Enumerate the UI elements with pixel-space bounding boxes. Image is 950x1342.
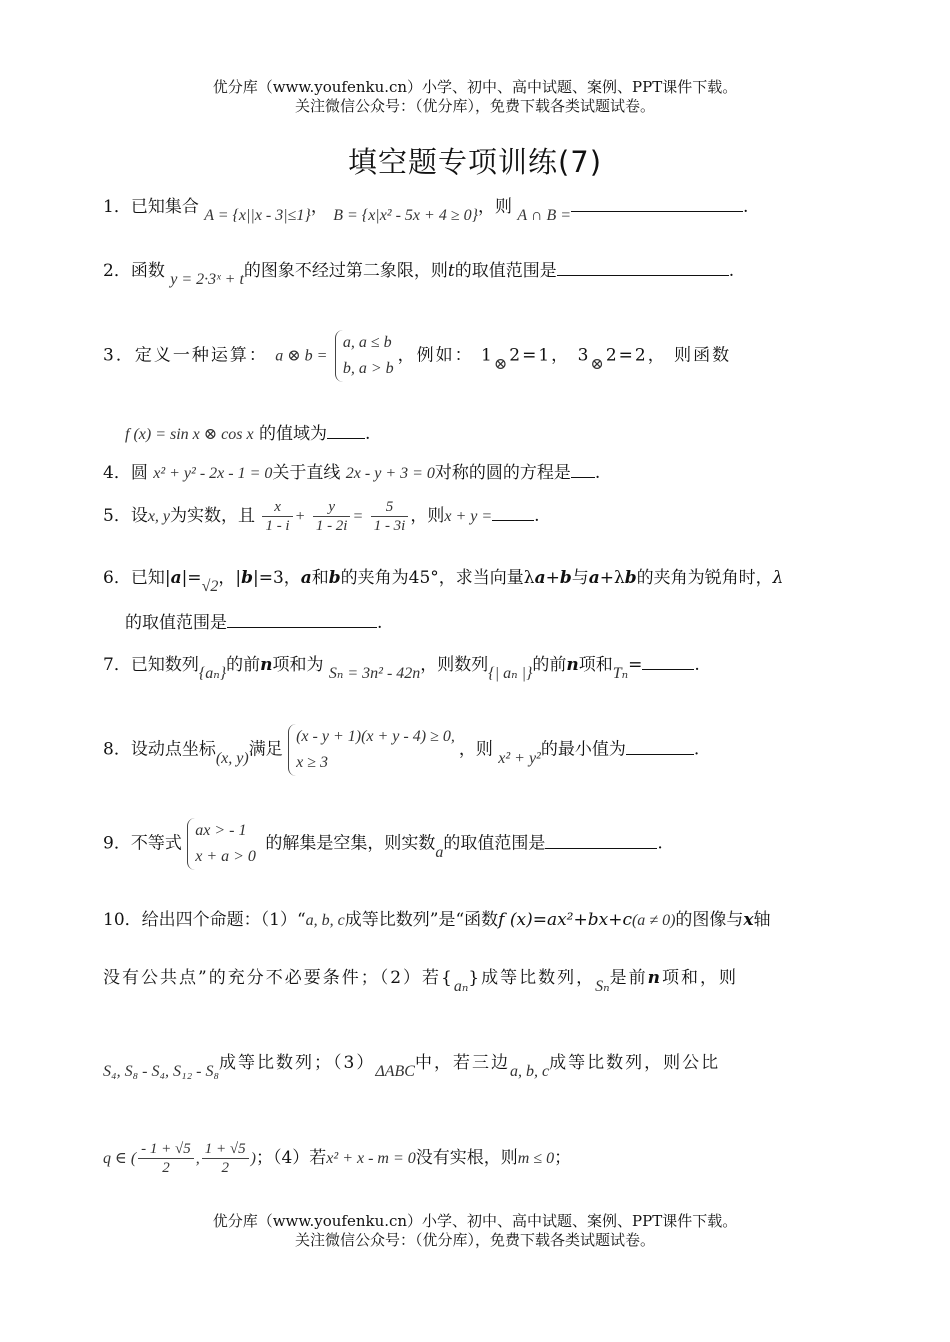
q9-text-a: 不等式 <box>130 833 182 854</box>
q10-partial-sums: S₄, S₈ - S₄, S₁₂ - S₈ <box>103 1063 220 1080</box>
question-8 <box>103 724 863 776</box>
q10-q-close: ) <box>250 1150 256 1167</box>
q2-function: y = 2·3ˣ + t <box>170 271 244 288</box>
q10-number: 10． <box>103 910 142 930</box>
q5-number: 5． <box>103 506 131 526</box>
q10-a-nonzero: (a ≠ 0) <box>631 912 676 929</box>
q3-example-2-op: ⊗ <box>590 355 606 373</box>
q8-text-b: 满足 <box>248 739 283 760</box>
q8-conditions <box>288 724 459 776</box>
q7-text-a: 已知数列 <box>130 655 199 675</box>
q10-function: f (x)=ax²+bx+c <box>498 910 632 930</box>
question-4 <box>103 458 863 483</box>
q6-text-j: 的夹角为锐角时， <box>636 568 773 588</box>
q5-equals: = <box>352 508 364 525</box>
q7-var-n-2: n <box>566 655 579 675</box>
q5-fraction-2 <box>313 498 351 535</box>
q9-text-c: 的取值范围是 <box>443 833 546 854</box>
q10-qf2-numerator: 1 + √5 <box>202 1140 249 1159</box>
q7-text-g: = <box>628 655 643 675</box>
q6-end: . <box>377 613 383 633</box>
q3-case-1: a, a ≤ b <box>342 334 392 351</box>
q8-number: 8． <box>103 739 131 760</box>
footer-line-1: 优分库（www.youfenku.cn）小学、初中、高中试题、案例、PPT课件下载。 <box>212 1212 738 1230</box>
q7-text-c: 项和为 <box>272 655 324 675</box>
q1-sep-1: ， <box>310 197 328 217</box>
q10-equation: x² + x - m = 0 <box>326 1150 416 1167</box>
question-9 <box>103 818 863 870</box>
q10-line4-a: ；（4）若 <box>255 1148 327 1168</box>
q6-answer-blank[interactable] <box>227 613 377 628</box>
q2-text-b: 的图象不经过第二象限，则 <box>243 261 448 281</box>
q10-sequence: aₙ <box>453 978 469 995</box>
q7-sum-formula: Sₙ = 3n² - 42n <box>328 665 421 682</box>
q6-vector-a-2: a <box>300 568 312 588</box>
q9-system <box>187 818 260 870</box>
q5-answer-blank[interactable] <box>492 506 534 521</box>
q8-text-a: 设动点坐标 <box>130 739 216 760</box>
q6-text-k: 的取值范围是 <box>125 613 227 633</box>
q4-number: 4． <box>103 463 131 483</box>
q7-text-d: ，则数列 <box>420 655 489 675</box>
footer-line-2: 关注微信公众号：（优分库），免费下载各类试题试卷。 <box>294 1231 655 1249</box>
q8-point: (x, y) <box>215 749 249 767</box>
q10-var-x: x <box>743 910 754 930</box>
q10-m-condition: m ≤ 0 <box>517 1150 555 1167</box>
q3-end: . <box>365 424 371 444</box>
q10-line3-a: 成等比数列；（3） <box>219 1053 376 1073</box>
q1-answer-blank[interactable] <box>571 197 743 212</box>
q1-end: . <box>743 197 749 217</box>
q6-text-f: 的夹角为45°，求当向量λ <box>340 568 535 588</box>
q7-text-f: 项和 <box>578 655 613 675</box>
q10-line2-b: }成等比数列， <box>468 968 596 988</box>
q3-case-2: b, a > b <box>342 360 394 377</box>
q3-example-2-b: 2=2， <box>605 345 667 366</box>
q10-line4-b: 没有实根，则 <box>415 1148 518 1168</box>
q7-answer-blank[interactable] <box>642 655 694 670</box>
q1-intersection: A ∩ B = <box>517 207 572 224</box>
q5-f3-denominator: 1 - 3i <box>373 518 406 534</box>
q3-text-b: ，例如： <box>397 345 474 366</box>
q2-text-c: 的取值范围是 <box>454 261 557 281</box>
q3-text-c: 则函数 <box>674 345 732 366</box>
q3-cases <box>335 330 398 382</box>
q1-number: 1． <box>103 197 131 217</box>
q6-vector-b: b <box>241 568 253 588</box>
q6-vector-b-3: b <box>559 568 572 588</box>
q7-end: . <box>694 655 700 675</box>
q10-abc: a, b, c <box>305 912 345 929</box>
q10-qf2-denominator: 2 <box>221 1160 229 1176</box>
q3-example-1-a: 1 <box>481 345 494 366</box>
q7-number: 7． <box>103 655 131 675</box>
q3-example-1-b: 2=1， <box>509 345 571 366</box>
q6-text-g: + <box>545 568 560 588</box>
question-7 <box>103 650 863 682</box>
q6-vector-b-4: b <box>624 568 637 588</box>
q2-number: 2． <box>103 261 131 281</box>
q5-fraction-3 <box>371 498 409 535</box>
question-3-line-2 <box>125 419 885 444</box>
q6-text-a: 已知| <box>130 568 171 588</box>
q5-end: . <box>534 506 540 526</box>
question-10 <box>103 905 863 930</box>
q7-var-n: n <box>260 655 273 675</box>
q8-text-c: ，则 <box>458 739 493 760</box>
q4-end: . <box>594 463 601 483</box>
q10-text-b: 成等比数列”是“函数 <box>344 910 499 930</box>
q3-example-1-op: ⊗ <box>493 355 510 373</box>
q6-vector-a: a <box>170 568 182 588</box>
q4-text-c: 对称的圆的方程是 <box>434 463 571 483</box>
q5-f1-denominator: 1 - i <box>265 518 290 534</box>
q9-end: . <box>657 833 663 854</box>
q5-vars: x, y <box>147 508 171 525</box>
q5-text-b: 为实数，且 <box>170 506 256 526</box>
q2-answer-blank[interactable] <box>557 261 729 276</box>
q10-text-d: 轴 <box>753 910 771 930</box>
q10-triangle: ΔABC <box>375 1063 415 1080</box>
q5-f1-numerator: x <box>262 498 292 517</box>
q6-text-d: |=3， <box>252 568 301 588</box>
q9-text-b: 的解集是空集，则实数 <box>265 833 436 854</box>
q9-number: 9． <box>103 833 131 854</box>
question-6-line-2 <box>125 608 885 633</box>
q10-q-fraction-2 <box>202 1140 249 1177</box>
q3-example-2-a: 3 <box>577 345 591 366</box>
q10-sides: a, b, c <box>509 1063 550 1080</box>
question-10-line-3 <box>103 1048 863 1080</box>
q5-sum: x + y = <box>444 508 493 525</box>
q1-text-a: 已知集合 <box>130 197 199 217</box>
q8-expression: x² + y² <box>498 749 541 767</box>
q3-text-a: 定义一种运算： <box>134 345 268 366</box>
q6-sqrt2: √2 <box>201 578 219 595</box>
q8-condition-1: (x - y + 1)(x + y - 4) ≥ 0, <box>296 728 455 745</box>
q6-lambda: λ <box>772 568 784 588</box>
q10-q-comma: , <box>195 1150 200 1167</box>
page-footer <box>0 1212 950 1250</box>
q7-text-e: 的前 <box>532 655 567 675</box>
q6-vector-a-4: a <box>588 568 600 588</box>
q4-text-a: 圆 <box>130 463 148 483</box>
q9-inequality-1: ax > - 1 <box>195 822 247 839</box>
q10-text-c: 的图像与 <box>675 910 744 930</box>
q10-var-n: n <box>647 968 662 988</box>
q10-text-a: 给出四个命题：（1）“ <box>141 910 306 930</box>
q10-line2-a: 没有公共点”的充分不必要条件；（2）若{ <box>103 968 454 988</box>
q10-qf1-numerator: - 1 + √5 <box>138 1140 194 1159</box>
q8-end: . <box>693 739 700 760</box>
q9-var-a: a <box>435 843 444 861</box>
q10-line2-c: 是前 <box>609 968 648 988</box>
q10-line3-c: 成等比数列，则公比 <box>549 1053 721 1073</box>
question-3 <box>103 330 863 382</box>
header-line-2: 关注微信公众号：（优分库），免费下载各类试题试卷。 <box>294 97 655 115</box>
question-1 <box>103 192 863 224</box>
q3-answer-blank[interactable] <box>327 424 365 439</box>
q6-vector-b-2: b <box>328 568 341 588</box>
q8-answer-blank[interactable] <box>626 740 694 755</box>
q1-sep-2: ，则 <box>478 197 513 217</box>
q5-text-c: ，则 <box>410 506 445 526</box>
q2-end: . <box>728 261 735 281</box>
q5-plus: + <box>294 508 306 525</box>
question-10-line-2 <box>103 963 863 995</box>
q3-number: 3． <box>103 345 135 366</box>
q8-condition-2: x ≥ 3 <box>296 754 328 771</box>
q6-text-c: ，| <box>218 568 242 588</box>
q6-text-i: +λ <box>599 568 625 588</box>
q9-inequality-2: x + a > 0 <box>195 848 256 865</box>
q1-set-b: B = {x|x² - 5x + 4 ≥ 0} <box>333 207 479 224</box>
question-6 <box>103 563 863 595</box>
q3-function: f (x) = sin x ⊗ cos x <box>125 426 254 443</box>
q4-circle-equation: x² + y² - 2x - 1 = 0 <box>153 465 273 482</box>
q10-q-fraction-1 <box>138 1140 194 1177</box>
q4-text-b: 关于直线 <box>272 463 341 483</box>
q6-text-h: 与 <box>571 568 589 588</box>
q4-line-equation: 2x - y + 3 = 0 <box>345 465 435 482</box>
q5-fraction-1 <box>262 498 292 535</box>
q7-text-b: 的前 <box>226 655 261 675</box>
q9-answer-blank[interactable] <box>545 834 657 849</box>
question-2 <box>103 256 863 288</box>
q5-f2-numerator: y <box>313 498 351 517</box>
q4-answer-blank[interactable] <box>571 463 595 478</box>
q2-text-a: 函数 <box>130 261 165 281</box>
q2-var-t: t <box>447 261 455 281</box>
q6-text-e: 和 <box>311 568 329 588</box>
q10-qf1-denominator: 2 <box>162 1160 170 1176</box>
question-5 <box>103 498 863 535</box>
q10-q-open: q ∈ ( <box>103 1150 137 1167</box>
q10-line4-c: ； <box>554 1148 572 1168</box>
q10-sn: Sₙ <box>595 978 610 995</box>
q8-text-d: 的最小值为 <box>540 739 626 760</box>
question-10-line-4 <box>103 1140 863 1177</box>
q1-set-a: A = {x||x - 3|≤1} <box>204 207 311 224</box>
q3-text-d: 的值域为 <box>259 424 328 444</box>
q7-sequence: {aₙ} <box>198 665 227 682</box>
q7-tn: Tₙ <box>612 665 629 682</box>
q10-line2-d: 项和，则 <box>662 968 738 988</box>
q5-f3-numerator: 5 <box>371 498 409 517</box>
q3-operator-def: a ⊗ b = <box>275 347 328 365</box>
page-title: 填空题专项训练(7) <box>347 145 603 179</box>
q6-text-b: |= <box>181 568 202 588</box>
page-header <box>0 78 950 116</box>
header-line-1: 优分库（www.youfenku.cn）小学、初中、高中试题、案例、PPT课件下载。 <box>212 78 738 96</box>
q6-vector-a-3: a <box>534 568 546 588</box>
q6-number: 6． <box>103 568 131 588</box>
q10-line3-b: 中，若三边 <box>414 1053 510 1073</box>
q7-abs-sequence: {| aₙ |} <box>488 665 533 682</box>
q5-f2-denominator: 1 - 2i <box>315 518 348 534</box>
q5-text-a: 设 <box>130 506 148 526</box>
